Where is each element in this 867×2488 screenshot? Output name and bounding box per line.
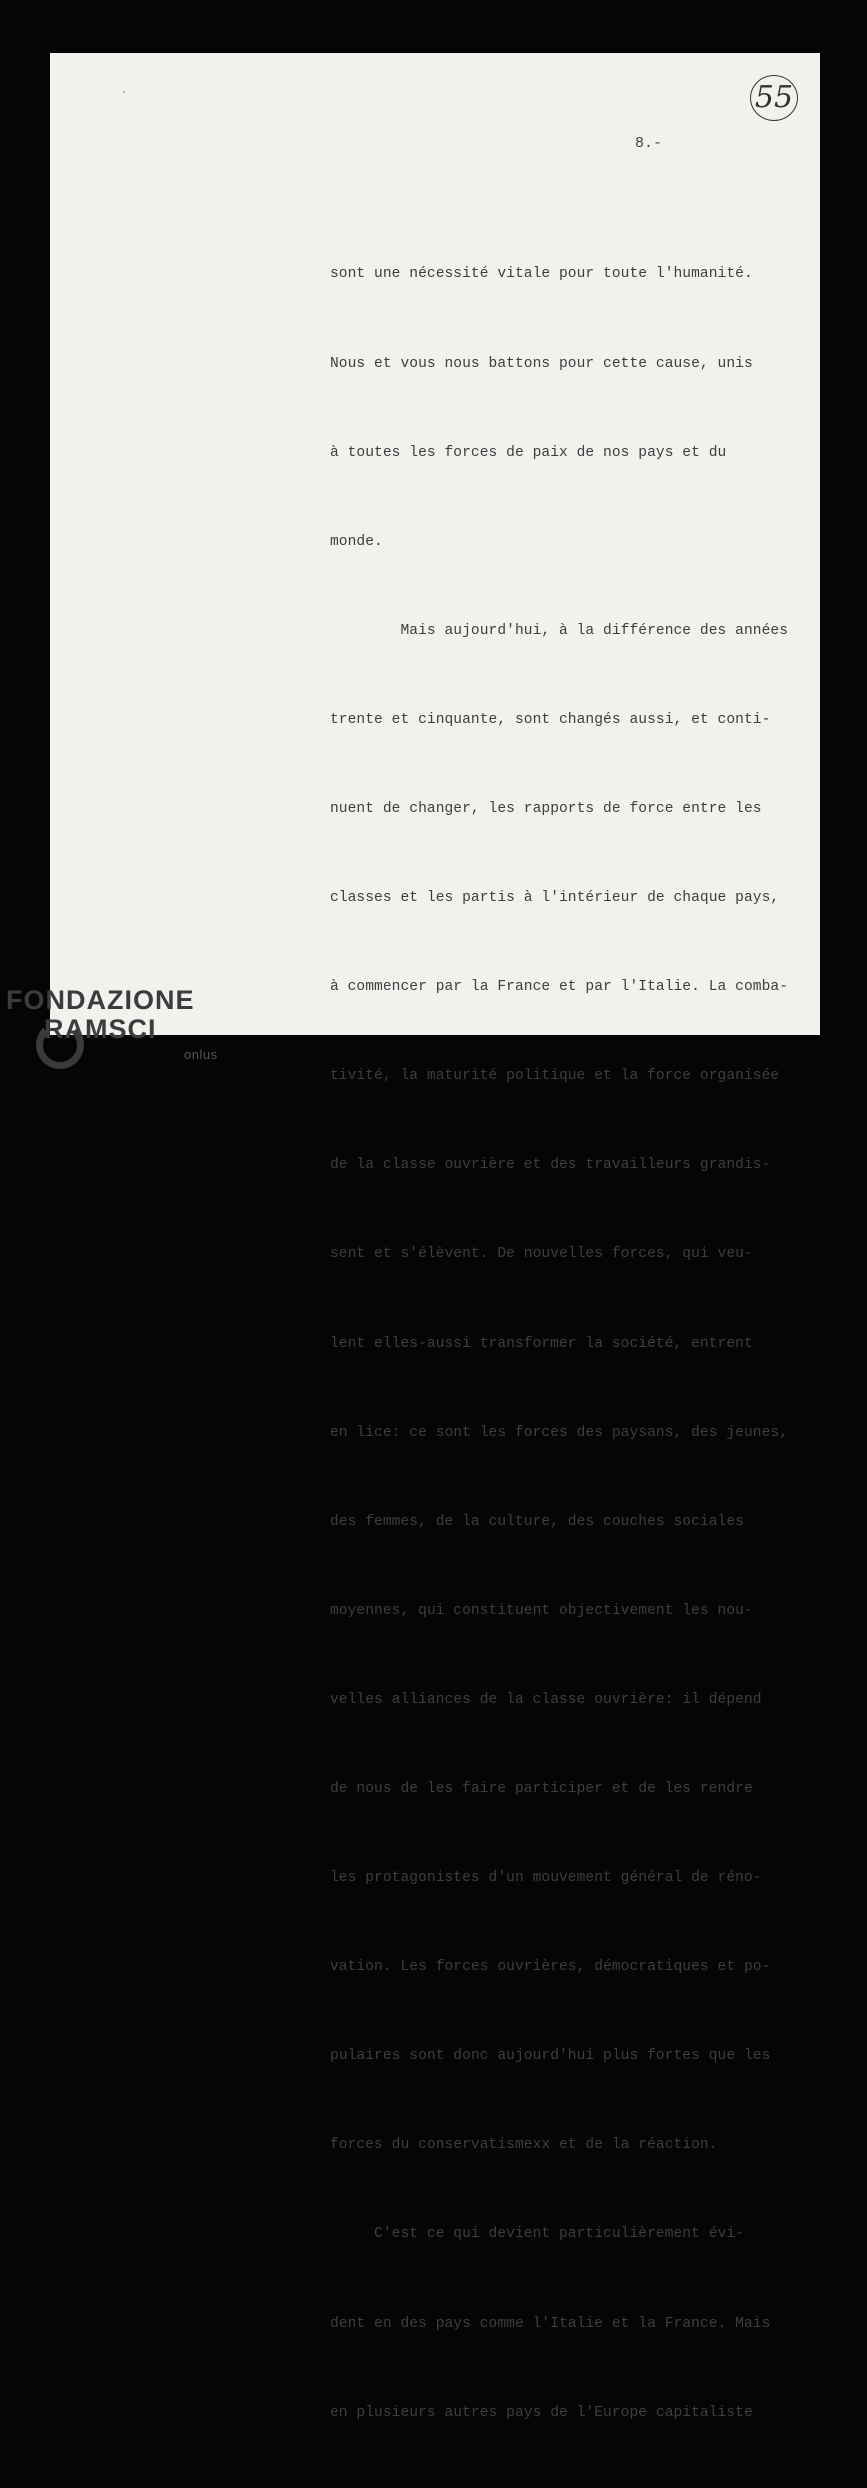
text-line: à commencer par la France et par l'Italie. La comba- (330, 979, 788, 996)
logo-line-1: FONDAZIONE (6, 985, 195, 1015)
logo-g-icon (36, 1021, 84, 1069)
text-line: monde. (330, 533, 383, 550)
paper-speck (123, 91, 125, 93)
text-line: dent en des pays comme l'Italie et la France. Mais (330, 2315, 771, 2332)
text-line: C'est ce qui devient particulièrement évi- (330, 2226, 744, 2243)
logo-subtitle: onlus (184, 1047, 218, 1062)
text-line: forces du conservatismexx et de la réaction. (330, 2137, 718, 2154)
text-line: trente et cinquante, sont changés aussi, et conti- (330, 711, 771, 728)
text-line: nuent de changer, les rapports de force entre les (330, 800, 762, 817)
text-line: lent elles-aussi transformer la société, entrent (330, 1335, 753, 1352)
text-line: velles alliances de la classe ouvrière: il dépend (330, 1691, 762, 1708)
text-line: sent et s'élèvent. De nouvelles forces, qui veu- (330, 1246, 753, 1263)
text-line: sont une nécessité vitale pour toute l'humanité. (330, 266, 753, 283)
text-line: à toutes les forces de paix de nos pays et du (330, 444, 727, 461)
text-line: moyennes, qui constituent objectivement les nou- (330, 1602, 753, 1619)
text-line: tivité, la maturité politique et la force organisée (330, 1068, 780, 1085)
typed-text (330, 201, 820, 2488)
text-line: des femmes, de la culture, des couches sociales (330, 1513, 744, 1530)
text-line: Nous et vous nous battons pour cette cause, unis (330, 355, 753, 372)
logo-line-2: RAMSCI (44, 1014, 157, 1044)
text-line: les protagonistes d'un mouvement général de réno- (330, 1870, 762, 1887)
text-line: en plusieurs autres pays de l'Europe capitaliste (330, 2404, 753, 2421)
text-line: de nous de les faire participer et de les rendre (330, 1781, 753, 1797)
fondazione-gramsci-logo (6, 985, 218, 1062)
text-line: pulaires sont donc aujourd'hui plus fortes que les (330, 2048, 771, 2065)
text-line: de la classe ouvrière et des travailleurs grandis- (330, 1157, 771, 1174)
text-line: vation. Les forces ouvrières, démocratiques et po- (330, 1959, 771, 1976)
text-line: classes et les partis à l'intérieur de chaque pays, (330, 890, 780, 907)
page-number: 8.- (635, 135, 663, 152)
text-line: Mais aujourd'hui, à la différence des années (330, 622, 788, 639)
page-stamp: 55 (750, 75, 798, 121)
text-line: en lice: ce sont les forces des paysans, des jeunes, (330, 1424, 788, 1441)
